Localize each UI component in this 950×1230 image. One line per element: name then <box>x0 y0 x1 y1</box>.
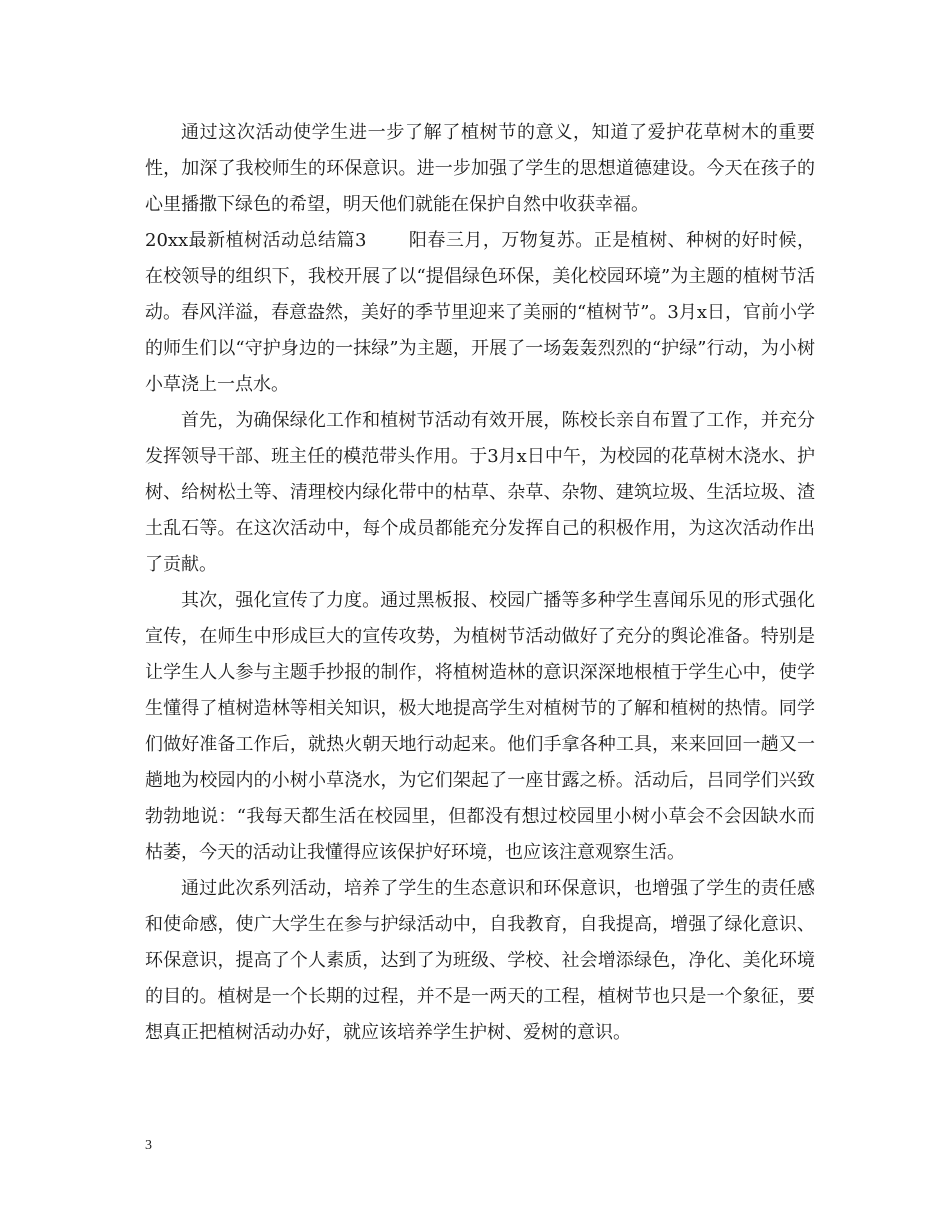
paragraph-5 <box>145 871 815 1051</box>
page-number: 3 <box>145 1138 152 1153</box>
paragraph-4-text: 其次，强化宣传了力度。通过黑板报、校园广播等多种学生喜闻乐见的形式强化宣传，在师生中形成巨大的宣传攻势，为植树节活动做好了充分的舆论准备。特别是让学生人人参与主题手抄报的制作，将植树造林的意识深深地根植于学生心中，使学生懂得了植树造林等相关知识，极大地提高学生对植树节的了解和植树的热情。同学们做好准备工作后，就热火朝天地行动起来。他们手拿各种工具，来来回回一趟又一趟地为校园内的小树小草浇水，为它们架起了一座甘露之桥。活动后，吕同学们兴致勃勃地说：“我每天都生活在校园里，但都没有想过校园里小树小草会不会因缺水而枯萎，今天的活动让我懂得应该保护好环境，也应该注意观察生活。 <box>145 590 815 863</box>
paragraph-1 <box>145 115 815 223</box>
paragraph-4 <box>145 583 815 871</box>
section-title: 20xx最新植树活动总结篇3 <box>145 230 367 251</box>
paragraph-2-text: 阳春三月，万物复苏。正是植树、种树的好时候，在校领导的组织下，我校开展了以“提倡绿色环保，美化校园环境”为主题的植树节活动。春风洋溢，春意盎然，美好的季节里迎来了美丽的“植树节”。3月x日，官前小学的师生们以“守护身边的一抹绿”为主题，开展了一场轰轰烈烈的“护绿”行动，为小树小草浇上一点水。 <box>145 230 816 395</box>
paragraph-5-text: 通过此次系列活动，培养了学生的生态意识和环保意识，也增强了学生的责任感和使命感，使广大学生在参与护绿活动中，自我教育，自我提高，增强了绿化意识、环保意识，提高了个人素质，达到了为班级、学校、社会增添绿色，净化、美化环境的目的。植树是一个长期的过程，并不是一两天的工程，植树节也只是一个象征，要想真正把植树活动办好，就应该培养学生护树、爱树的意识。 <box>145 878 815 1043</box>
paragraph-2 <box>145 223 815 403</box>
paragraph-1-text: 通过这次活动使学生进一步了解了植树节的意义，知道了爱护花草树木的重要性，加深了我校师生的环保意识。进一步加强了学生的思想道德建设。今天在孩子的心里播撒下绿色的希望，明天他们就能在保护自然中收获幸福。 <box>145 122 815 215</box>
paragraph-3 <box>145 403 815 583</box>
document-body <box>145 115 815 1051</box>
paragraph-3-text: 首先，为确保绿化工作和植树节活动有效开展，陈校长亲自布置了工作，并充分发挥领导干部、班主任的模范带头作用。于3月x日中午，为校园的花草树木浇水、护树、给树松土等、清理校内绿化带中的枯草、杂草、杂物、建筑垃圾、生活垃圾、渣土乱石等。在这次活动中，每个成员都能充分发挥自己的积极作用，为这次活动作出了贡献。 <box>145 410 815 575</box>
